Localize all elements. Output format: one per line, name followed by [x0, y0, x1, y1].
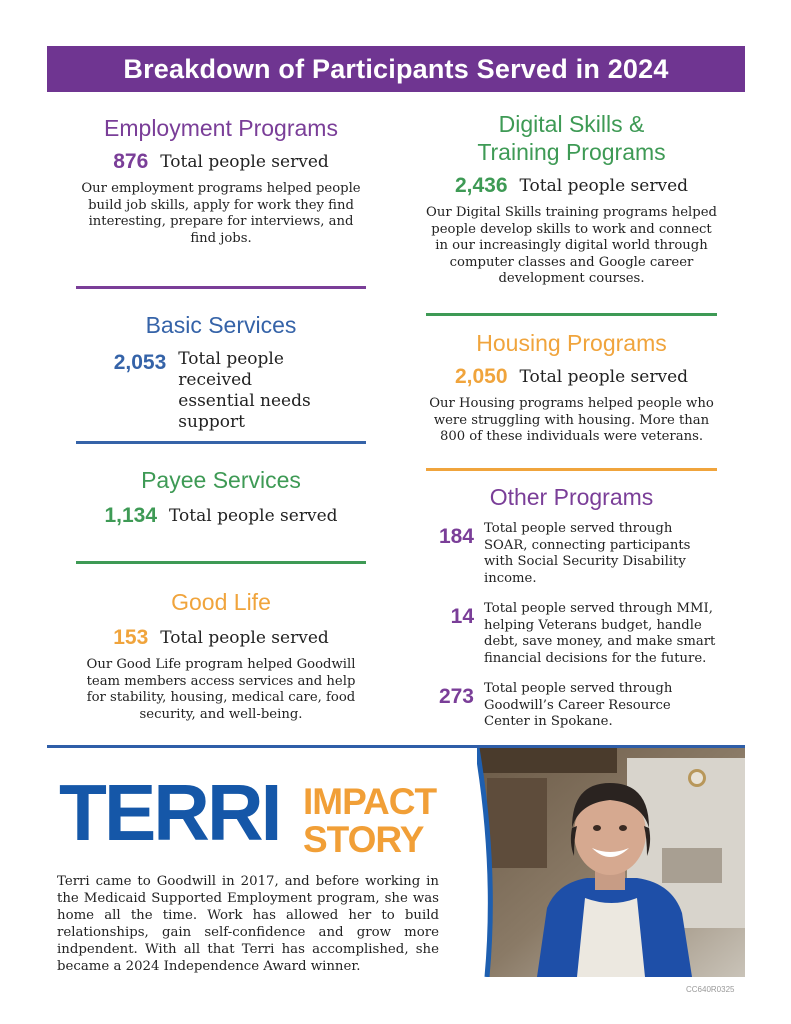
title-banner	[47, 46, 745, 92]
housing-count: 2,050	[454, 365, 508, 388]
story-text: Terri came to Goodwill in 2017, and before working in the Medicaid Supported Employment program, she was home all the time. Work has allowed her to build relationships, gain self-confidence and grow more indpendent. With all that Terri has accomplished, she became a 2024 Independence Award winner.	[57, 874, 439, 974]
page-title: Breakdown of Participants Served in 2024	[123, 53, 669, 84]
document-code: CC640R0325	[686, 985, 735, 994]
goodlife-section	[76, 564, 366, 723]
terri-photo	[477, 748, 745, 977]
goodlife-stat	[76, 626, 366, 650]
other-count: 184	[438, 525, 474, 548]
payee-label: Total people served	[169, 506, 338, 526]
payee-section	[76, 444, 366, 561]
other-section	[426, 471, 717, 731]
impact-line1: IMPACT	[303, 781, 437, 822]
other-text: Total people served through SOAR, connecting participants with Social Security Disability income.	[484, 521, 691, 586]
digital-stat	[426, 174, 717, 198]
impact-line2: STORY	[303, 819, 424, 860]
story-name: TERRI	[59, 768, 280, 857]
digital-count: 2,436	[454, 174, 508, 197]
left-column	[76, 108, 366, 723]
other-text: Total people served through Goodwill’s Career Resource Center in Spokane.	[484, 681, 673, 729]
other-item	[426, 681, 717, 731]
other-item	[426, 601, 717, 667]
housing-title: Housing Programs	[476, 330, 667, 356]
payee-title: Payee Services	[141, 467, 301, 493]
employment-section	[76, 114, 366, 286]
employment-label: Total people served	[160, 152, 329, 172]
housing-stat	[426, 365, 717, 389]
housing-label: Total people served	[519, 367, 689, 387]
payee-stat	[76, 504, 366, 528]
employment-count: 876	[113, 150, 149, 173]
digital-description: Our Digital Skills training programs helped people develop skills to work and connect in our increasingly digital world through computer classes and Google career development courses.	[426, 205, 717, 286]
digital-label: Total people served	[519, 176, 689, 196]
digital-section	[426, 110, 717, 313]
basic-label: Total people received essential needs support	[178, 349, 311, 432]
right-column	[426, 108, 717, 731]
other-count: 273	[438, 685, 474, 708]
goodlife-label: Total people served	[160, 628, 329, 648]
impact-heading	[303, 783, 436, 859]
employment-title: Employment Programs	[104, 115, 338, 141]
basic-section	[76, 289, 366, 441]
goodlife-count: 153	[113, 626, 149, 649]
digital-title-line1: Digital Skills &	[498, 111, 645, 137]
other-count: 14	[450, 605, 474, 628]
digital-title-line2: Training Programs	[477, 139, 666, 165]
other-title: Other Programs	[489, 484, 654, 510]
basic-title: Basic Services	[145, 312, 297, 338]
other-item	[426, 521, 717, 587]
goodlife-description: Our Good Life program helped Goodwill team members access services and help for stability, housing, medical care, food security, and well-being.	[86, 657, 356, 722]
payee-count: 1,134	[104, 504, 158, 527]
employment-description: Our employment programs helped people build job skills, apply for work they find interesting, prepare for interviews, and find jobs.	[81, 181, 361, 246]
housing-description: Our Housing programs helped people who were struggling with housing. More than 800 of these individuals were veterans.	[429, 396, 714, 444]
housing-section	[426, 316, 717, 468]
impact-story	[47, 745, 745, 985]
other-text: Total people served through MMI, helping Veterans budget, handle debt, save money, and make smart financial decisions for the future.	[484, 601, 716, 666]
goodlife-title: Good Life	[171, 589, 271, 615]
employment-stat	[76, 150, 366, 174]
basic-stat	[76, 349, 366, 433]
basic-count: 2,053	[113, 351, 167, 374]
